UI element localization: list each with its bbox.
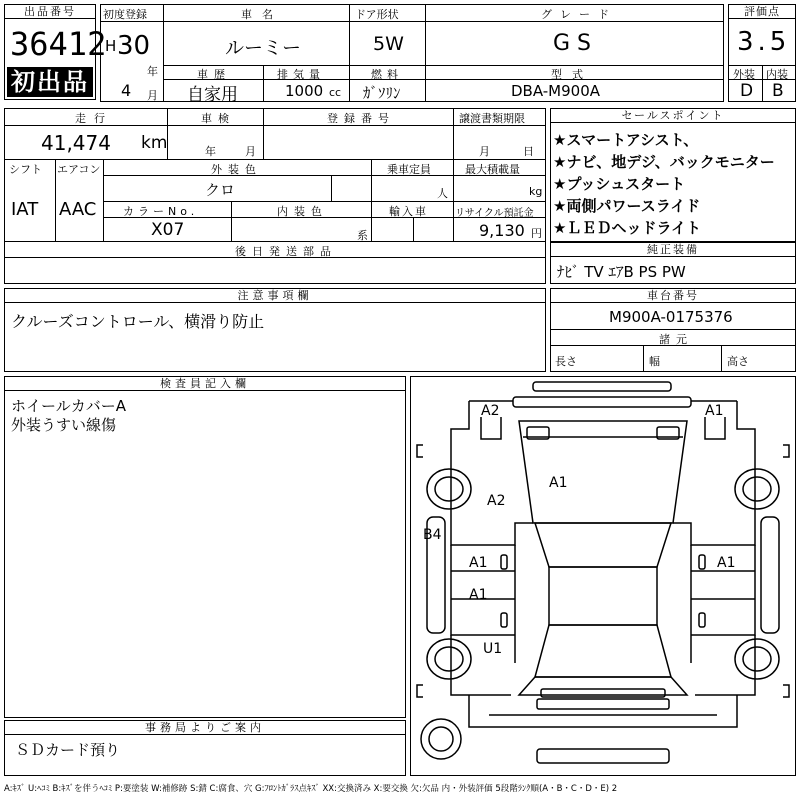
chassis-box — [550, 288, 796, 372]
mileage-unit: km — [141, 133, 168, 153]
interior-grade: B — [772, 81, 784, 101]
width-label: 幅 — [649, 355, 660, 368]
import-label: 輸入車 — [389, 205, 428, 218]
color-no-label: カラーNo. — [123, 205, 199, 218]
ext-color-value: クロ — [205, 181, 236, 199]
sales-point-item: ★スマートアシスト、 — [553, 131, 699, 149]
recycle-value: 9,130 — [479, 221, 525, 240]
height-label: 高さ — [727, 355, 749, 368]
first-listing-text: 初出品 — [11, 68, 89, 96]
score-label: 評価点 — [729, 5, 795, 19]
max-load-unit: kg — [529, 185, 543, 198]
capacity-unit: 人 — [437, 187, 448, 200]
displacement-label: 排気量 — [277, 68, 325, 81]
sales-point-item: ★ＬＥＤヘッドライト — [553, 219, 701, 237]
era-label: H — [105, 37, 117, 55]
int-color-label: 内装色 — [277, 205, 328, 218]
exterior-grade: D — [740, 81, 754, 101]
car-name-label: 車名 — [241, 8, 283, 21]
mark-right-door-front: A1 — [717, 555, 736, 571]
mark-front-fender: A2 — [487, 493, 506, 509]
reg-year: 30 — [117, 31, 151, 61]
inspection-label: 車検 — [201, 112, 235, 125]
reg-month: 4 — [121, 81, 132, 100]
dims-label: 諸元 — [659, 333, 693, 346]
inspection-year-unit: 年 — [205, 145, 216, 158]
office-label: 事務局よりご案内 — [5, 721, 405, 735]
inspector-line: ホイールカバーA — [11, 397, 126, 415]
first-reg-label: 初度登録 — [103, 8, 147, 21]
equipment-label: 純正装備 — [551, 243, 795, 257]
lot-label: 出品番号 — [5, 5, 95, 19]
model-label: 型式 — [551, 68, 593, 81]
ext-color-label: 外装色 — [211, 163, 262, 176]
vehicle-header-table — [100, 4, 724, 105]
legend-text: A:ｷｽﾞ U:ﾍｺﾐ B:ｷｽﾞを伴うﾍｺﾐ P:要塗装 W:補修跡 S:錆 C:腐食、穴 G:ﾌﾛﾝﾄｶﾞﾗｽ点ｷｽﾞ XX:交換済み X:要交換 欠:欠品 内・外装評価 5段階ﾗﾝｸ順(A・B・C・D・E) 2 — [4, 784, 618, 794]
month-unit: 月 — [147, 89, 158, 102]
grade-label: グレード — [541, 8, 617, 21]
office-value: ＳＤカード預り — [15, 741, 121, 759]
ac-label: エアコン — [57, 163, 101, 176]
mark-rocker: B4 — [423, 527, 442, 543]
transfer-month-unit: 月 — [479, 145, 490, 158]
sales-point-item: ★ナビ、地デジ、バックモニター — [553, 153, 775, 171]
lot-section — [4, 4, 107, 100]
int-color-unit: 系 — [357, 229, 368, 242]
chassis-number: M900A-0175376 — [609, 308, 733, 326]
later-parts-label: 後日発送部品 — [235, 245, 337, 258]
inspection-month-unit: 月 — [245, 145, 256, 158]
shift-label: シフト — [9, 163, 42, 176]
displacement-unit: cc — [329, 86, 342, 99]
recycle-label: リサイクル預託金 — [455, 208, 534, 219]
score-value: 3.5 — [737, 27, 791, 57]
reg-number-label: 登録番号 — [327, 112, 395, 125]
damage-diagram-box — [410, 376, 796, 776]
capacity-label: 乗車定員 — [387, 163, 431, 176]
history-value: 自家用 — [187, 85, 238, 105]
transfer-day-unit: 日 — [523, 145, 534, 158]
sales-points-label: セールスポイント — [551, 109, 795, 123]
displacement-value: 1000 — [285, 82, 324, 100]
interior-label: 内装 — [766, 68, 788, 81]
ac-value: AAC — [59, 199, 97, 220]
mark-left-door-front: A1 — [469, 555, 488, 571]
year-unit: 年 — [147, 65, 158, 78]
inspector-line: 外装うすい線傷 — [11, 416, 117, 434]
exterior-label: 外装 — [733, 68, 755, 81]
first-listing-badge — [7, 67, 93, 97]
length-label: 長さ — [555, 355, 577, 368]
car-name: ルーミー — [225, 37, 302, 59]
grade-value: G S — [553, 31, 592, 56]
fuel-label: 燃料 — [371, 68, 403, 81]
recycle-unit: 円 — [531, 227, 542, 240]
door-label: ドア形状 — [355, 8, 399, 21]
mileage-label: 走行 — [75, 112, 113, 125]
sales-point-item: ★プッシュスタート — [553, 175, 686, 193]
color-no-value: X07 — [151, 220, 185, 240]
door-type: 5W — [373, 33, 404, 55]
notes-value: クルーズコントロール、横滑り防止 — [11, 312, 265, 331]
shift-value: IAT — [11, 199, 39, 220]
sales-points-box — [550, 108, 796, 242]
office-box — [4, 720, 406, 776]
fuel-value: ｶﾞｿﾘﾝ — [363, 84, 401, 102]
equipment-value: ﾅﾋﾞ TV ｴｱB PS PW — [557, 263, 686, 281]
transfer-docs-label: 譲渡書類期限 — [459, 112, 525, 125]
score-section — [728, 4, 796, 102]
sales-point-item: ★両側パワースライド — [553, 197, 701, 215]
mark-hood: A1 — [549, 475, 568, 491]
inspector-box — [4, 376, 406, 718]
lot-number: 36412 — [10, 25, 107, 63]
mark-left-door-rear: A1 — [469, 587, 488, 603]
history-label: 車歴 — [197, 68, 231, 81]
notes-label: 注意事項欄 — [5, 289, 545, 303]
max-load-label: 最大積載量 — [465, 163, 520, 176]
car-diagram — [411, 377, 795, 775]
mark-front-right: A1 — [705, 403, 724, 419]
chassis-label: 車台番号 — [551, 289, 795, 303]
notes-box — [4, 288, 546, 372]
inspector-label: 検査員記入欄 — [5, 377, 405, 391]
spec-table — [4, 108, 546, 284]
mark-rear-left: U1 — [483, 641, 503, 657]
equipment-box — [550, 242, 796, 284]
mark-front-left: A2 — [481, 403, 500, 419]
model-value: DBA-M900A — [511, 82, 601, 100]
mileage-value: 41,474 — [41, 131, 111, 155]
